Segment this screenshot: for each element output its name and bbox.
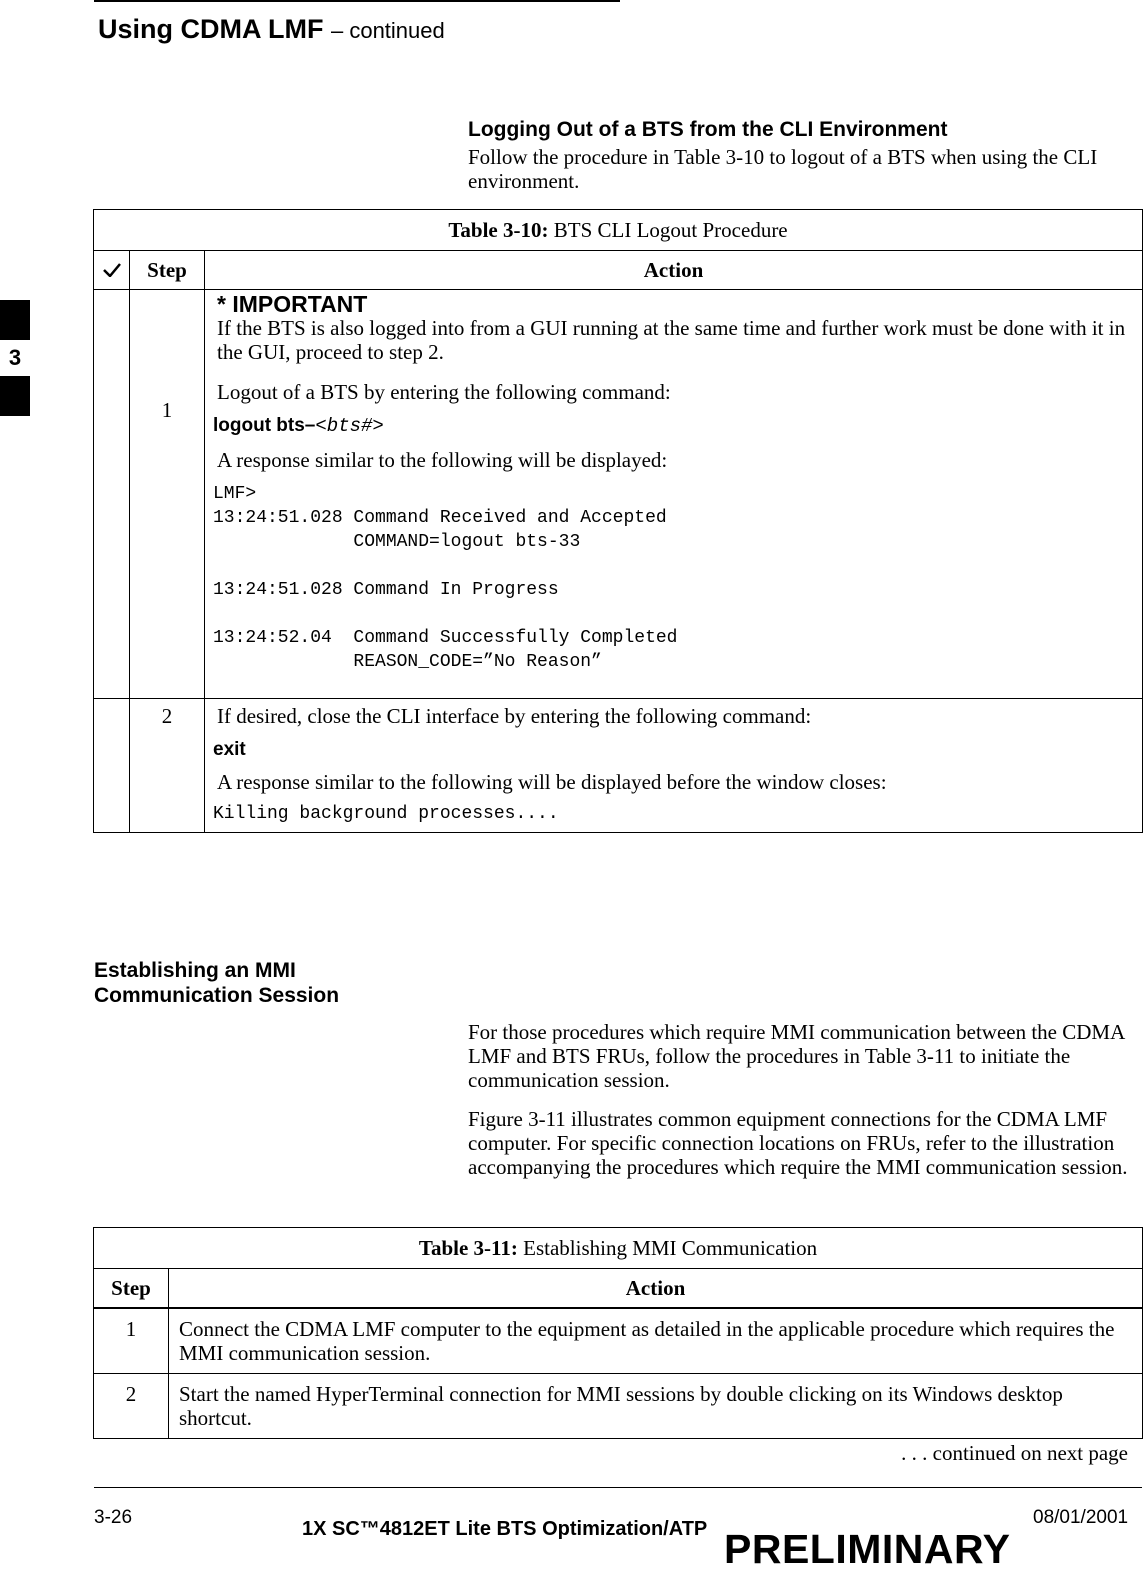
chapter-tab-top xyxy=(0,300,30,340)
table-caption-text: BTS CLI Logout Procedure xyxy=(553,217,788,242)
table-row xyxy=(94,699,1143,833)
action-cell: Start the named HyperTerminal connection for MMI sessions by double clicking on its Windows desktop shortcut. xyxy=(169,1374,1143,1439)
action-cell xyxy=(205,290,1143,699)
step-cell: 2 xyxy=(94,1374,169,1439)
command-argument: <bts#> xyxy=(315,415,384,437)
command-name: logout bts– xyxy=(213,415,316,436)
step-cell: 2 xyxy=(130,699,205,833)
running-head-continued: – continued xyxy=(330,18,445,43)
table-caption-label: Table 3-11: xyxy=(418,1235,518,1260)
continued-on-next-page: . . . continued on next page xyxy=(901,1441,1128,1465)
document-date: 08/01/2001 xyxy=(1033,1507,1129,1528)
mmi-paragraph-2: Figure 3-11 illustrates common equipment connections for the CDMA LMF computer. For specific connection locations on FRUs, refer to the illustration accompanying the procedures which require the MMI communication session. xyxy=(468,1107,1128,1179)
table-bts-cli-logout xyxy=(93,209,1143,833)
section-heading-line2: Communication Session xyxy=(94,984,340,1007)
instruction-text: If desired, close the CLI interface by entering the following command: xyxy=(217,704,812,728)
checkmark-icon xyxy=(103,263,121,277)
response-intro: A response similar to the following will be displayed before the window closes: xyxy=(217,770,887,794)
mmi-paragraph-1: For those procedures which require MMI communication between the CDMA LMF and BTS FRUs, follow the procedures in Table 3-11 to initiate the communication session. xyxy=(468,1020,1125,1092)
running-head xyxy=(98,14,445,45)
table-establishing-mmi xyxy=(93,1227,1143,1439)
table-caption xyxy=(94,210,1143,251)
document-title: 1X SC™4812ET Lite BTS Optimization/ATP xyxy=(302,1518,708,1540)
action-column-header: Action xyxy=(205,251,1143,290)
step-cell: 1 xyxy=(94,1308,169,1374)
chapter-tab-bottom xyxy=(0,376,30,416)
section-heading-logout: Logging Out of a BTS from the CLI Environment xyxy=(468,118,948,141)
table-row xyxy=(94,1308,1143,1374)
section-heading-line1: Establishing an MMI xyxy=(94,959,296,982)
footer-rule xyxy=(94,1487,1142,1488)
table-row xyxy=(94,290,1143,699)
important-note: If the BTS is also logged into from a GUI running at the same time and further work must be done with it in the GUI, proceed to step 2. xyxy=(217,316,1126,364)
running-head-title: Using CDMA LMF xyxy=(98,14,324,44)
table-row xyxy=(94,1374,1143,1439)
chapter-tab-number: 3 xyxy=(8,345,22,370)
step-column-header: Step xyxy=(130,251,205,290)
table-caption-text: Establishing MMI Communication xyxy=(523,1235,818,1260)
preliminary-label: PRELIMINARY xyxy=(724,1526,1011,1572)
step-cell: 1 xyxy=(130,290,205,699)
action-column-header: Action xyxy=(169,1269,1143,1309)
important-label: * IMPORTANT xyxy=(217,291,368,317)
action-cell: Connect the CDMA LMF computer to the equipment as detailed in the applicable procedure which requires the MMI communication session. xyxy=(169,1308,1143,1374)
check-cell xyxy=(94,699,130,833)
table-caption-label: Table 3-10: xyxy=(448,217,549,242)
checkmark-column-header xyxy=(94,251,130,290)
action-cell xyxy=(205,699,1143,833)
response-intro: A response similar to the following will be displayed: xyxy=(217,448,668,472)
command-text: exit xyxy=(213,739,246,760)
page-number: 3-26 xyxy=(94,1507,133,1528)
step-column-header: Step xyxy=(94,1269,169,1309)
section-heading-mmi xyxy=(94,958,339,1008)
console-output: LMF> 13:24:51.028 Command Received and Accepted COMMAND=logout bts-33 13:24:51.028 Command In Progress 13:24:52.04 Command Successfully Completed REASON_CODE=”No Reason” xyxy=(213,484,678,672)
section-intro-logout: Follow the procedure in Table 3-10 to logout of a BTS when using the CLI environment. xyxy=(468,145,1098,193)
header-rule xyxy=(94,0,620,2)
check-cell xyxy=(94,290,130,699)
console-output: Killing background processes.... xyxy=(213,804,559,824)
instruction-text: Logout of a BTS by entering the following command: xyxy=(217,380,671,404)
table-caption xyxy=(94,1228,1143,1269)
command-text xyxy=(213,414,1132,438)
